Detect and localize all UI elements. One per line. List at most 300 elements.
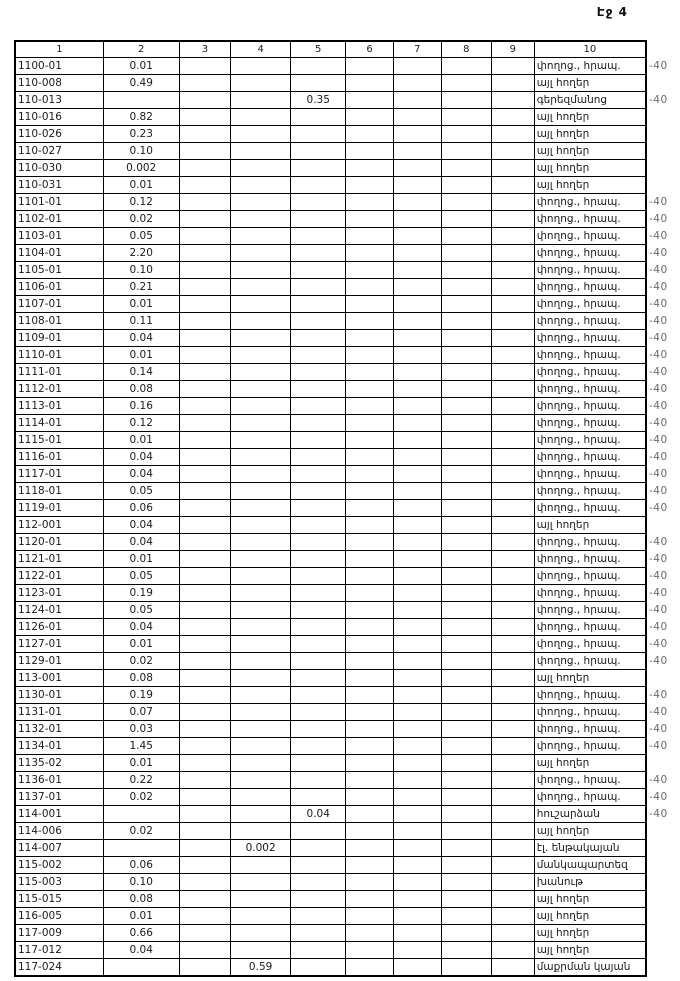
margin-annotation — [646, 874, 679, 891]
table-row — [15, 823, 679, 840]
margin-annotation: -40 — [649, 297, 668, 310]
col9-cell — [491, 398, 534, 415]
col7-cell — [393, 381, 441, 398]
col5-cell — [291, 925, 346, 942]
col4-cell — [231, 347, 291, 364]
col7-cell — [393, 109, 441, 126]
col8-cell — [441, 160, 491, 177]
land-use-cell: այլ հողեր — [534, 177, 646, 194]
margin-annotation: -40 — [649, 229, 668, 242]
margin-annotation — [646, 942, 679, 959]
margin-annotation: -40 — [649, 688, 668, 701]
col8-cell — [441, 517, 491, 534]
col6-cell — [346, 381, 393, 398]
col3-cell — [179, 58, 231, 75]
col5-cell — [291, 942, 346, 959]
land-use-cell: փողոց., հրապ. — [534, 789, 646, 806]
table-row — [15, 126, 679, 143]
table-row — [15, 296, 679, 313]
col4-cell — [231, 126, 291, 143]
col6-cell — [346, 432, 393, 449]
area-col2-cell: 0.08 — [103, 891, 179, 908]
col9-cell — [491, 534, 534, 551]
parcel-code-cell: 110-027 — [15, 143, 103, 160]
col4-cell — [231, 755, 291, 772]
land-use-cell: փողոց., հրապ. — [534, 364, 646, 381]
col9-cell — [491, 857, 534, 874]
col8-cell — [441, 891, 491, 908]
col9-cell — [491, 466, 534, 483]
area-col2-cell: 0.04 — [103, 619, 179, 636]
col3-cell — [179, 347, 231, 364]
col9-cell — [491, 432, 534, 449]
col4-cell — [231, 942, 291, 959]
col7-cell — [393, 568, 441, 585]
col7-cell — [393, 636, 441, 653]
table-header — [15, 41, 679, 58]
col9-cell — [491, 330, 534, 347]
col6-cell — [346, 687, 393, 704]
col5-cell — [291, 823, 346, 840]
col3-cell — [179, 738, 231, 755]
land-use-cell: փողոց., հրապ. — [534, 704, 646, 721]
table-row — [15, 772, 679, 789]
area-col2-cell: 0.11 — [103, 313, 179, 330]
col6-cell — [346, 755, 393, 772]
col4-cell — [231, 670, 291, 687]
land-use-cell: մանկապարտեզ — [534, 857, 646, 874]
col6-cell — [346, 500, 393, 517]
col8-cell — [441, 330, 491, 347]
col3-cell — [179, 296, 231, 313]
col9-cell — [491, 687, 534, 704]
col6-cell — [346, 211, 393, 228]
margin-annotation: -40 — [649, 93, 668, 106]
col4-cell — [231, 823, 291, 840]
area-col2-cell — [103, 840, 179, 857]
col5-cell — [291, 126, 346, 143]
land-use-cell: այլ հողեր — [534, 160, 646, 177]
col3-cell — [179, 75, 231, 92]
col6-cell — [346, 160, 393, 177]
parcel-code-cell: 1126-01 — [15, 619, 103, 636]
col5-cell — [291, 738, 346, 755]
col7-cell — [393, 177, 441, 194]
col6-cell — [346, 806, 393, 823]
col4-cell — [231, 721, 291, 738]
col3-cell — [179, 483, 231, 500]
margin-annotation — [646, 891, 679, 908]
col8-cell — [441, 653, 491, 670]
col9-cell — [491, 415, 534, 432]
land-use-cell: փողոց., հրապ. — [534, 211, 646, 228]
parcel-code-cell: 110-008 — [15, 75, 103, 92]
land-use-cell: փողոց., հրապ. — [534, 585, 646, 602]
land-use-cell: գերեզմանոց — [534, 92, 646, 109]
col6-cell — [346, 789, 393, 806]
col7-cell — [393, 228, 441, 245]
col5-cell — [291, 347, 346, 364]
land-use-cell: փողոց., հրապ. — [534, 534, 646, 551]
col5-cell — [291, 721, 346, 738]
margin-annotation — [646, 857, 679, 874]
col5-cell — [291, 653, 346, 670]
col8-cell — [441, 194, 491, 211]
col9-cell — [491, 568, 534, 585]
col8-cell — [441, 534, 491, 551]
table-row — [15, 177, 679, 194]
margin-annotation: -40 — [649, 722, 668, 735]
col7-cell — [393, 330, 441, 347]
col7-cell — [393, 432, 441, 449]
margin-annotation: -40 — [649, 773, 668, 786]
col6-cell — [346, 602, 393, 619]
col6-cell — [346, 228, 393, 245]
col5-cell — [291, 602, 346, 619]
margin-annotation: -40 — [649, 433, 668, 446]
col4-cell — [231, 415, 291, 432]
parcel-code-cell: 110-030 — [15, 160, 103, 177]
col8-cell — [441, 551, 491, 568]
col7-cell — [393, 874, 441, 891]
col3-cell — [179, 636, 231, 653]
table-row — [15, 58, 679, 75]
col9-cell — [491, 772, 534, 789]
col8-cell — [441, 398, 491, 415]
col6-cell — [346, 177, 393, 194]
area-col2-cell: 0.02 — [103, 653, 179, 670]
col7-cell — [393, 619, 441, 636]
area-col2-cell: 0.03 — [103, 721, 179, 738]
col5-cell — [291, 619, 346, 636]
table-row — [15, 925, 679, 942]
margin-annotation: -40 — [649, 212, 668, 225]
col8-cell — [441, 857, 491, 874]
col6-cell — [346, 415, 393, 432]
column-header-3: 3 — [179, 41, 231, 58]
col4-cell — [231, 160, 291, 177]
col6-cell — [346, 262, 393, 279]
col3-cell — [179, 313, 231, 330]
land-use-cell: փողոց., հրապ. — [534, 687, 646, 704]
col5-cell — [291, 279, 346, 296]
col6-cell — [346, 908, 393, 925]
col9-cell — [491, 75, 534, 92]
area-col2-cell: 2.20 — [103, 245, 179, 262]
col3-cell — [179, 908, 231, 925]
col7-cell — [393, 602, 441, 619]
table-row — [15, 551, 679, 568]
col8-cell — [441, 449, 491, 466]
land-use-cell: այլ հողեր — [534, 126, 646, 143]
area-col2-cell: 0.04 — [103, 942, 179, 959]
table-row — [15, 262, 679, 279]
land-use-cell: փողոց., հրապ. — [534, 398, 646, 415]
parcel-code-cell: 117-012 — [15, 942, 103, 959]
col7-cell — [393, 92, 441, 109]
area-col2-cell: 0.07 — [103, 704, 179, 721]
table-row — [15, 891, 679, 908]
land-use-cell: այլ հողեր — [534, 670, 646, 687]
col4-cell — [231, 857, 291, 874]
column-header-8: 8 — [441, 41, 491, 58]
col3-cell — [179, 177, 231, 194]
col4-cell — [231, 364, 291, 381]
col4-cell — [231, 92, 291, 109]
col8-cell — [441, 58, 491, 75]
col9-cell — [491, 891, 534, 908]
margin-annotation: -40 — [649, 586, 668, 599]
col3-cell — [179, 143, 231, 160]
col3-cell — [179, 228, 231, 245]
col6-cell — [346, 279, 393, 296]
col4-cell — [231, 789, 291, 806]
table-row — [15, 857, 679, 874]
table-header-row — [15, 41, 679, 58]
col3-cell — [179, 500, 231, 517]
col4-cell — [231, 619, 291, 636]
col7-cell — [393, 704, 441, 721]
col7-cell — [393, 398, 441, 415]
col9-cell — [491, 585, 534, 602]
area-col2-cell: 0.04 — [103, 330, 179, 347]
col8-cell — [441, 840, 491, 857]
col6-cell — [346, 296, 393, 313]
land-use-cell: փողոց., հրապ. — [534, 262, 646, 279]
parcel-code-cell: 110-031 — [15, 177, 103, 194]
col9-cell — [491, 789, 534, 806]
col4-cell — [231, 534, 291, 551]
parcel-code-cell: 110-016 — [15, 109, 103, 126]
col5-cell — [291, 245, 346, 262]
parcel-code-cell: 114-006 — [15, 823, 103, 840]
land-use-cell: այլ հողեր — [534, 908, 646, 925]
margin-annotation: -40 — [649, 365, 668, 378]
col3-cell — [179, 806, 231, 823]
area-col2-cell: 0.23 — [103, 126, 179, 143]
area-col2-cell: 0.04 — [103, 466, 179, 483]
parcel-code-cell: 1134-01 — [15, 738, 103, 755]
col7-cell — [393, 585, 441, 602]
col4-cell — [231, 687, 291, 704]
col5-cell: 0.35 — [291, 92, 346, 109]
parcel-code-cell: 1112-01 — [15, 381, 103, 398]
col8-cell — [441, 874, 491, 891]
margin-annotation: -40 — [649, 654, 668, 667]
table-row — [15, 874, 679, 891]
table-row — [15, 466, 679, 483]
col6-cell — [346, 670, 393, 687]
col8-cell — [441, 585, 491, 602]
col9-cell — [491, 874, 534, 891]
land-use-cell: փողոց., հրապ. — [534, 602, 646, 619]
land-use-cell: փողոց., հրապ. — [534, 636, 646, 653]
margin-annotation: -40 — [649, 59, 668, 72]
col5-cell — [291, 211, 346, 228]
col9-cell — [491, 211, 534, 228]
col7-cell — [393, 262, 441, 279]
col3-cell — [179, 823, 231, 840]
area-col2-cell: 0.01 — [103, 58, 179, 75]
col9-cell — [491, 296, 534, 313]
area-col2-cell: 0.12 — [103, 194, 179, 211]
col7-cell — [393, 857, 441, 874]
table-row — [15, 347, 679, 364]
col7-cell — [393, 942, 441, 959]
col4-cell — [231, 109, 291, 126]
col8-cell — [441, 75, 491, 92]
area-col2-cell: 0.16 — [103, 398, 179, 415]
col4-cell — [231, 874, 291, 891]
margin-annotation — [646, 925, 679, 942]
col9-cell — [491, 908, 534, 925]
col5-cell — [291, 58, 346, 75]
land-use-cell: փողոց., հրապ. — [534, 194, 646, 211]
col4-cell — [231, 602, 291, 619]
parcel-code-cell: 110-013 — [15, 92, 103, 109]
col3-cell — [179, 534, 231, 551]
col8-cell — [441, 772, 491, 789]
col6-cell — [346, 534, 393, 551]
parcel-code-cell: 116-005 — [15, 908, 103, 925]
col3-cell — [179, 381, 231, 398]
col8-cell — [441, 908, 491, 925]
col8-cell — [441, 959, 491, 977]
table-row — [15, 619, 679, 636]
col4-cell — [231, 466, 291, 483]
table-row — [15, 840, 679, 857]
parcel-code-cell: 1113-01 — [15, 398, 103, 415]
area-col2-cell: 0.04 — [103, 449, 179, 466]
col8-cell — [441, 313, 491, 330]
col9-cell — [491, 483, 534, 500]
col9-cell — [491, 160, 534, 177]
col5-cell — [291, 874, 346, 891]
table-row — [15, 585, 679, 602]
col6-cell — [346, 551, 393, 568]
col9-cell — [491, 228, 534, 245]
col7-cell — [393, 415, 441, 432]
col9-cell — [491, 551, 534, 568]
area-col2-cell: 0.01 — [103, 551, 179, 568]
area-col2-cell: 0.08 — [103, 381, 179, 398]
col7-cell — [393, 687, 441, 704]
area-col2-cell: 0.01 — [103, 296, 179, 313]
margin-annotation: -40 — [649, 467, 668, 480]
margin-annotation: -40 — [649, 637, 668, 650]
col7-cell — [393, 466, 441, 483]
col6-cell — [346, 840, 393, 857]
col9-cell — [491, 262, 534, 279]
margin-annotation — [646, 823, 679, 840]
parcel-code-cell: 117-009 — [15, 925, 103, 942]
col5-cell — [291, 194, 346, 211]
land-use-cell: այլ հողեր — [534, 823, 646, 840]
col8-cell — [441, 211, 491, 228]
parcel-code-cell: 115-015 — [15, 891, 103, 908]
land-use-cell: այլ հողեր — [534, 925, 646, 942]
parcel-code-cell: 1132-01 — [15, 721, 103, 738]
col5-cell — [291, 483, 346, 500]
col7-cell — [393, 925, 441, 942]
margin-annotation — [646, 160, 679, 177]
col3-cell — [179, 262, 231, 279]
col5-cell — [291, 789, 346, 806]
land-use-cell: փողոց., հրապ. — [534, 432, 646, 449]
col3-cell — [179, 619, 231, 636]
column-header-6: 6 — [346, 41, 393, 58]
col3-cell — [179, 92, 231, 109]
area-col2-cell: 0.49 — [103, 75, 179, 92]
col8-cell — [441, 245, 491, 262]
margin-annotation: -40 — [649, 399, 668, 412]
col7-cell — [393, 738, 441, 755]
land-use-cell: փողոց., հրապ. — [534, 228, 646, 245]
col4-cell — [231, 177, 291, 194]
column-header-1: 1 — [15, 41, 103, 58]
col9-cell — [491, 126, 534, 143]
margin-annotation — [646, 126, 679, 143]
table-row — [15, 211, 679, 228]
table-row — [15, 517, 679, 534]
column-header-7: 7 — [393, 41, 441, 58]
land-use-cell: փողոց., հրապ. — [534, 772, 646, 789]
col4-cell — [231, 449, 291, 466]
land-use-cell: փողոց., հրապ. — [534, 721, 646, 738]
area-col2-cell: 0.05 — [103, 568, 179, 585]
col6-cell — [346, 568, 393, 585]
col8-cell — [441, 466, 491, 483]
col7-cell — [393, 551, 441, 568]
table-row — [15, 908, 679, 925]
area-col2-cell: 0.06 — [103, 857, 179, 874]
col7-cell — [393, 755, 441, 772]
col6-cell — [346, 109, 393, 126]
col3-cell — [179, 466, 231, 483]
margin-annotation: -40 — [649, 501, 668, 514]
col7-cell — [393, 670, 441, 687]
col9-cell — [491, 500, 534, 517]
area-col2-cell: 0.01 — [103, 755, 179, 772]
col5-cell — [291, 585, 346, 602]
parcel-code-cell: 1123-01 — [15, 585, 103, 602]
col5-cell — [291, 755, 346, 772]
col3-cell — [179, 279, 231, 296]
margin-annotation: -40 — [649, 246, 668, 259]
col9-cell — [491, 653, 534, 670]
area-col2-cell: 0.12 — [103, 415, 179, 432]
col4-cell — [231, 738, 291, 755]
col5-cell — [291, 534, 346, 551]
col7-cell — [393, 245, 441, 262]
land-use-cell: հուշարձան — [534, 806, 646, 823]
area-col2-cell: 0.01 — [103, 347, 179, 364]
table-row — [15, 636, 679, 653]
col4-cell — [231, 194, 291, 211]
table-row — [15, 568, 679, 585]
land-use-cell: փողոց., հրապ. — [534, 296, 646, 313]
margin-annotation: -40 — [649, 603, 668, 616]
col4-cell — [231, 517, 291, 534]
col9-cell — [491, 806, 534, 823]
margin-annotation — [646, 670, 679, 687]
col6-cell — [346, 313, 393, 330]
col6-cell — [346, 364, 393, 381]
col7-cell — [393, 806, 441, 823]
col4-cell — [231, 653, 291, 670]
land-use-cell: փողոց., հրապ. — [534, 653, 646, 670]
margin-annotation: -40 — [649, 569, 668, 582]
